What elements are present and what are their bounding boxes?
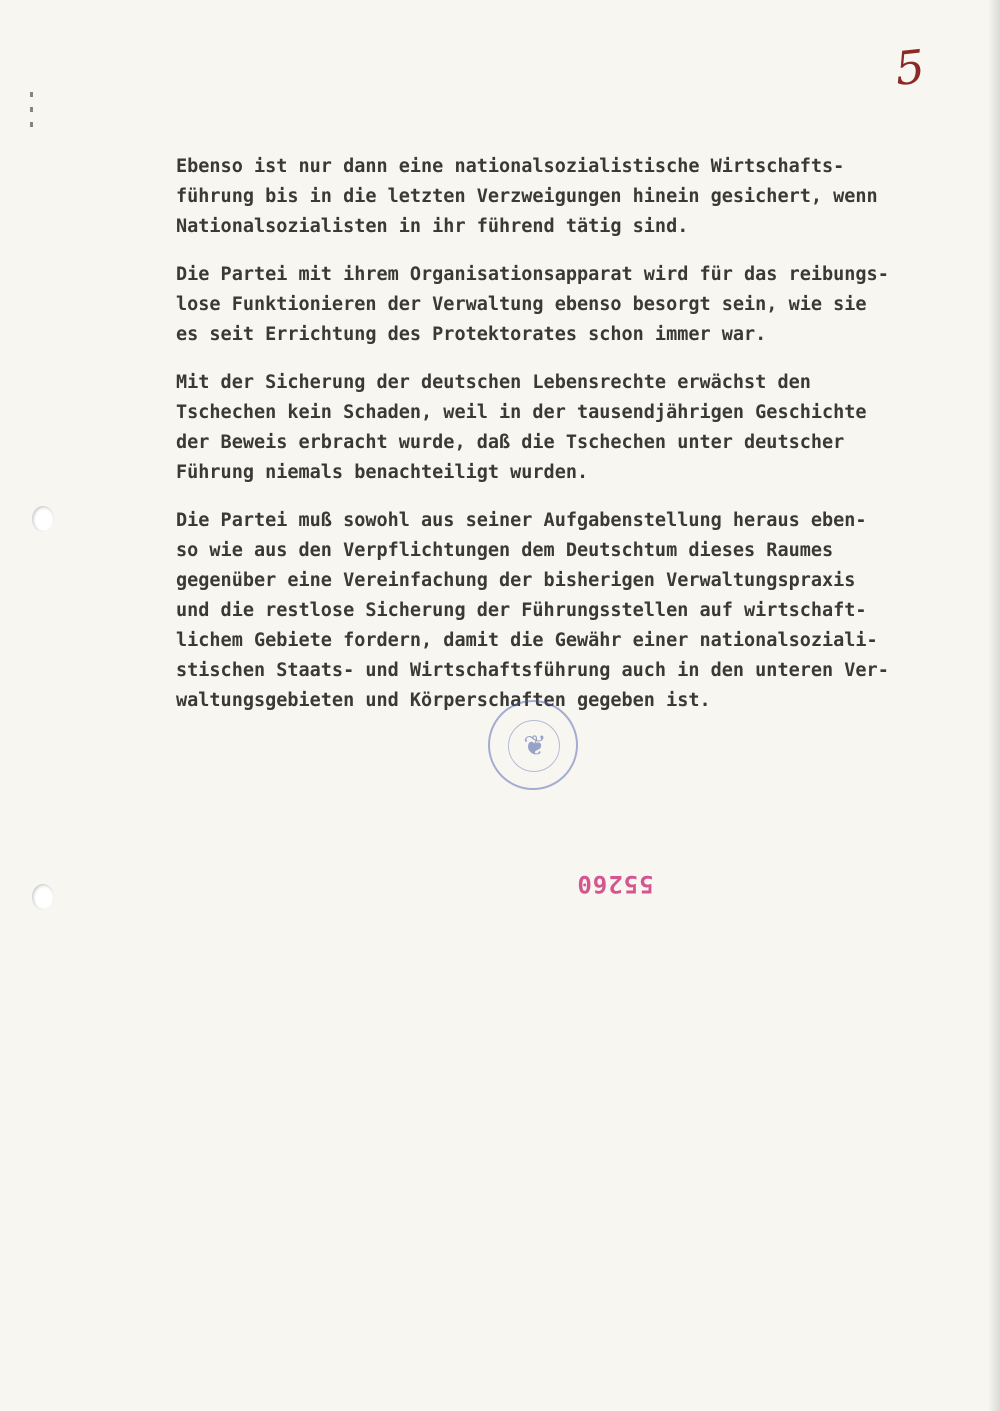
eagle-icon: ❦ — [523, 729, 547, 762]
text-line: Mit der Sicherung der deutschen Lebensrechte erwächst den — [176, 372, 811, 393]
punch-hole — [32, 506, 54, 532]
margin-mark — [30, 107, 33, 112]
text-line: und die restlose Sicherung der Führungsstellen auf wirtschaft- — [176, 600, 867, 621]
archive-serial-number: 55260 — [576, 870, 654, 898]
typewritten-body — [176, 152, 976, 734]
text-line: Die Partei mit ihrem Organisationsapparat wird für das reibungs- — [176, 264, 889, 285]
text-line: Führung niemals benachteiligt wurden. — [176, 462, 589, 483]
paragraph-4 — [176, 506, 976, 716]
text-line: Tschechen kein Schaden, weil in der tausendjährigen Geschichte — [176, 402, 867, 423]
text-line: Ebenso ist nur dann eine nationalsozialistische Wirtschafts- — [176, 156, 845, 177]
text-line: es seit Errichtung des Protektorates schon immer war. — [176, 324, 767, 345]
text-line: führung bis in die letzten Verzweigungen hinein gesichert, wenn — [176, 186, 878, 207]
margin-marks — [30, 92, 36, 152]
text-line: der Beweis erbracht wurde, daß die Tschechen unter deutscher — [176, 432, 845, 453]
text-line: so wie aus den Verpflichtungen dem Deutschtum dieses Raumes — [176, 540, 834, 561]
margin-mark — [30, 92, 33, 97]
text-line: waltungsgebieten und Körperschaften gegeben ist. — [176, 690, 711, 711]
text-line: gegenüber eine Vereinfachung der bisherigen Verwaltungspraxis — [176, 570, 856, 591]
text-line: Nationalsozialisten in ihr führend tätig sind. — [176, 216, 689, 237]
text-line: lichem Gebiete fordern, damit die Gewähr einer nationalsoziali- — [176, 630, 878, 651]
handwritten-page-number: 5 — [892, 39, 928, 96]
text-line: Die Partei muß sowohl aus seiner Aufgabenstellung heraus eben- — [176, 510, 867, 531]
text-line: stischen Staats- und Wirtschaftsführung auch in den unteren Ver- — [176, 660, 889, 681]
text-line: lose Funktionieren der Verwaltung ebenso besorgt sein, wie sie — [176, 294, 867, 315]
paragraph-1 — [176, 152, 976, 242]
paragraph-3 — [176, 368, 976, 488]
margin-mark — [30, 122, 33, 127]
eagle-seal-stamp-icon — [488, 700, 578, 790]
punch-hole — [32, 884, 54, 910]
paragraph-2 — [176, 260, 976, 350]
